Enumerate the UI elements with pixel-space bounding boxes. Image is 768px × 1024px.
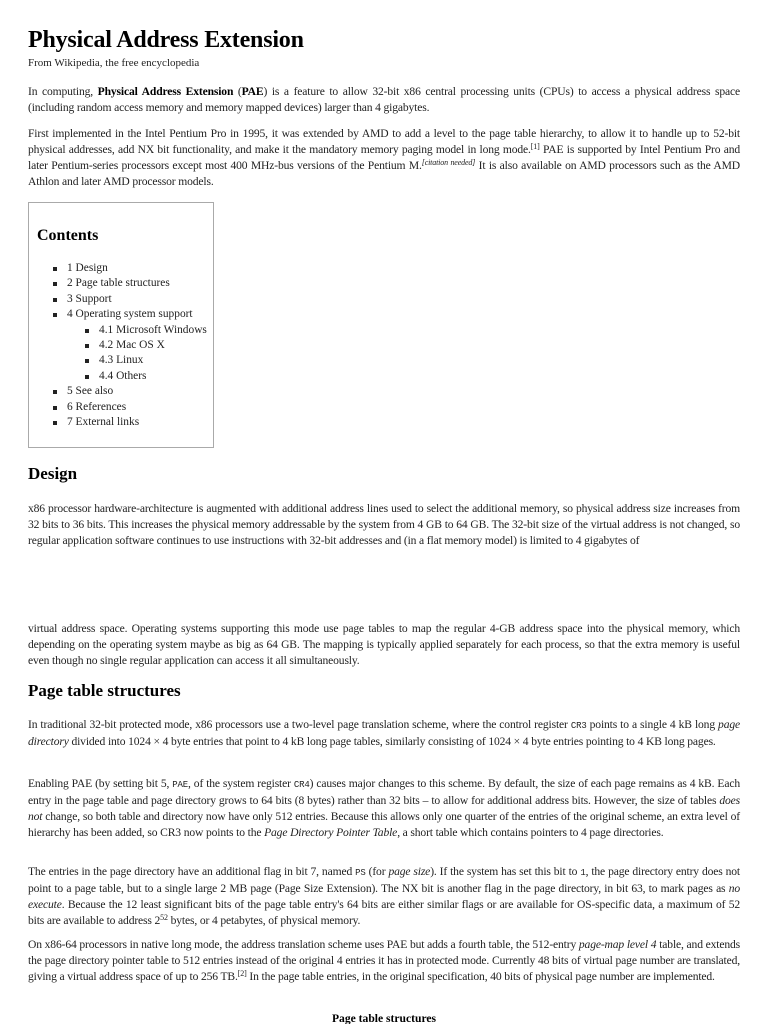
- toc-item-others[interactable]: 4.4 Others: [83, 369, 207, 384]
- code-one: 1: [580, 868, 586, 878]
- pts-paragraph-3: The entries in the page directory have an additional flag in bit 7, named PS (for page size). If the system has set this bit to 1, the page directory entry does not point to a page table, but to a single large 2 MB page (Page Size Extension). The NX bit is another flag in the page directory, in bit 63, to mark pages as no execute. Because the 12 least significant bits of the page table entry's 64 bits are either similar flags or are available for OS-specific data, a maximum of 52 bits are available to address $2^{52}$ bytes, or 4 petabytes, of physical memory.: [28, 865, 740, 927]
- toc-item-os-support[interactable]: 4 Operating system support: [51, 307, 207, 322]
- toc-item-mac-os-x[interactable]: 4.2 Mac OS X: [83, 338, 207, 353]
- reference-1[interactable]: [1]: [530, 142, 540, 151]
- page-title: Physical Address Extension: [28, 27, 304, 53]
- section-heading-page-table-structures: Page table structures: [28, 681, 181, 700]
- toc-item-design[interactable]: 1 Design: [51, 261, 207, 276]
- term-pae-full: Physical Address Extension: [97, 85, 234, 98]
- toc-item-external-links[interactable]: 7 External links: [51, 415, 207, 430]
- toc-item-page-table-structures[interactable]: 2 Page table structures: [51, 276, 207, 291]
- pts-paragraph-1: In traditional 32-bit protected mode, x86 processors use a two-level page translation scheme, where the control register CR3 points to a single 4 kB long page directory divided into 1024 × 4 byte entries that point to 4 kB long page tables, similarly consisting of 1024 × 4 byte entries pointing to 4 KB long pages.: [28, 718, 740, 748]
- table-of-contents: [28, 202, 214, 448]
- intro-paragraph-2: First implemented in the Intel Pentium Pro in 1995, it was extended by AMD to add a level to the page table hierarchy, to allow it to handle up to 52-bit physical addresses, add NX bit functionality, and make it the mandatory memory paging model in long mode.[1] PAE is supported by Intel Pentium Pro and later Pentium-series processors except most 400 MHz-bus versions of the Pentium M.[citation needed] It is also available on AMD processors such as the AMD Athlon and later AMD processor models.: [28, 127, 741, 188]
- design-paragraph-2: virtual address space. Operating systems supporting this mode use page tables to map the regular 4-GB address space into the physical memory, which depending on the operating system maybe as big as 64 GB. The mapping is typically applied separately for each process, so that the extra memory is useful even though no single regular application can access it all simultaneously.: [28, 622, 740, 667]
- toc-item-see-also[interactable]: 5 See also: [51, 384, 207, 399]
- design-paragraph-1: x86 processor hardware-architecture is augmented with additional address lines used to select the additional memory, so physical address size increases from 32 bits to 36 bits. This increases the physical memory addressable by the system from 4 GB to 64 GB. The 32-bit size of the virtual address is not changed, so regular application software continues to use instructions with 32-bit addresses and (in a flat memory model) is limited to 4 gigabytes of: [28, 502, 740, 547]
- toc-item-references[interactable]: 6 References: [51, 400, 207, 415]
- reference-2[interactable]: [2]: [237, 969, 247, 978]
- code-cr4: CR4: [293, 780, 310, 790]
- table-caption: Page table structures: [331, 1012, 437, 1024]
- toc-list: [51, 261, 207, 430]
- section-heading-design: Design: [28, 464, 78, 483]
- pts-paragraph-2: Enabling PAE (by setting bit 5, PAE, of the system register CR4) causes major changes to this scheme. By default, the size of each page remains as 4 kB. Each entry in the page table and page directory grows to 64 bits (8 bytes) rather than 32 bits – to allow for additional address bits. However, the size of tables does not change, so both table and directory now have only 512 entries. Because this allows only one quarter of the entries of the original scheme, an extra level of hierarchy has been added, so CR3 now points to the Page Directory Pointer Table, a short table which contains pointers to 4 page directories.: [28, 777, 740, 839]
- code-pae: PAE: [172, 780, 189, 790]
- citation-needed[interactable]: [citation needed]: [421, 158, 476, 167]
- pts-paragraph-4: On x86-64 processors in native long mode, the address translation scheme uses PAE but adds a fourth table, the 512-entry page-map level 4 table, and extends the page directory pointer table to 512 entries instead of the original 4 entries it has in protected mode. Currently 48 bits of virtual page number are translated, giving a virtual address space of up to 256 TB.[2] In the page table entries, in the original specification, 40 bits of physical page number are implemented.: [28, 938, 740, 983]
- toc-item-support[interactable]: 3 Support: [51, 292, 207, 307]
- toc-item-linux[interactable]: 4.3 Linux: [83, 353, 207, 368]
- term-pae: PAE: [241, 85, 264, 98]
- toc-item-microsoft-windows[interactable]: 4.1 Microsoft Windows: [83, 323, 207, 338]
- code-ps: PS: [355, 868, 366, 878]
- exponent-52: 52: [160, 913, 168, 922]
- code-cr3: CR3: [570, 721, 587, 731]
- page-tagline: From Wikipedia, the free encyclopedia: [28, 57, 200, 69]
- toc-title: Contents: [37, 227, 99, 244]
- intro-paragraph-1: In computing, Physical Address Extension (PAE) is a feature to allow 32-bit x86 central processing units (CPUs) to access a physical address space (including random access memory and memory mapped devices) larger than 4 gigabytes.: [28, 85, 740, 114]
